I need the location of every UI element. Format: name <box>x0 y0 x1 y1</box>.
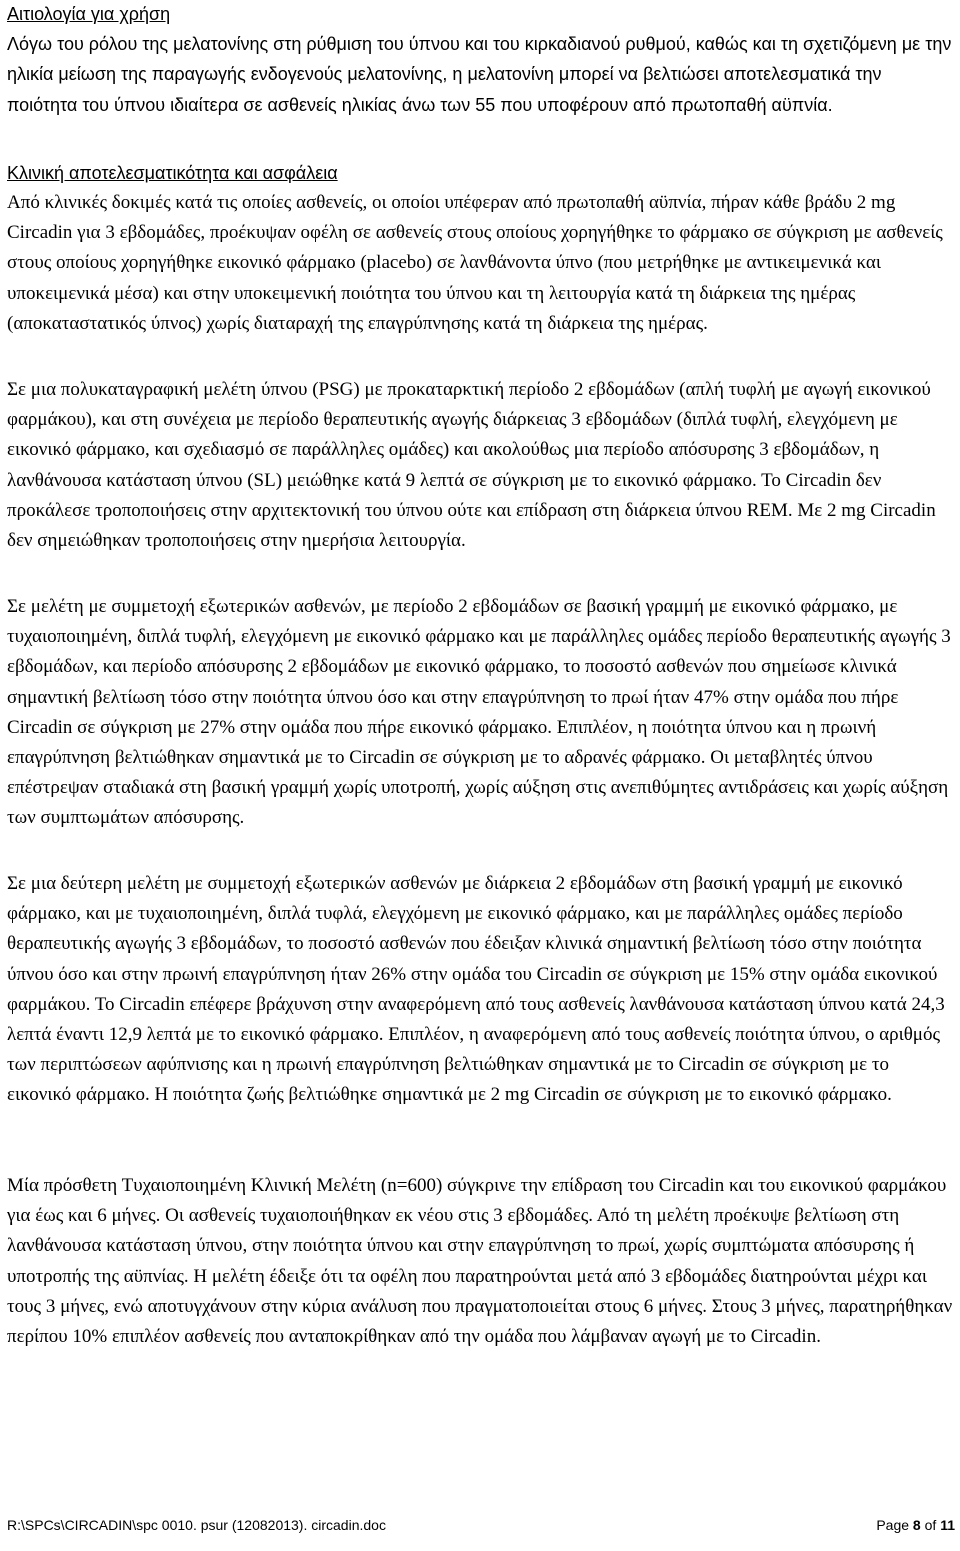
indication-text: Λόγω του ρόλου της μελατονίνης στη ρύθμιση του ύπνου και του κιρκαδιανού ρυθμού, καθώς και τη σχετιζόμενη με την ηλικία μείωση της παραγωγής ενδογενούς μελατονίνης, η μελατονίνη μπορεί να βελτιώσει αποτελεσματικά την ποιότητα του ύπνου ιδιαίτερα σε ασθενείς ηλικίας άνω των 55 που υποφέρουν από πρωτοπαθή αϋπνία. <box>7 34 952 115</box>
efficacy-heading: Κλινική αποτελεσματικότητα και ασφάλεια <box>7 163 338 183</box>
paragraph: Σε μια δεύτερη μελέτη με συμμετοχή εξωτερικών ασθενών με διάρκεια 2 εβδομάδων στη βασική γραμμή με εικονικό φάρμακο, και με τυχαιοποιημένη, διπλά τυφλά, ελεγχόμενη με εικονικό φάρμακο, και με παράλληλες ομάδες περίοδο θεραπευτικής αγωγής 3 εβδομάδων, το ποσοστό ασθενών που έδειξαν κλινικά σημαντική βελτίωση τόσο στην ποιότητα ύπνου όσο και στην πρωινή επαγρύπνηση ήταν 26% στην ομάδα του Circadin σε σύγκριση με 15% στην ομάδα εικονικού φαρμάκου. Το Circadin επέφερε βράχυνση στην αναφερόμενη από τους ασθενείς λανθάνουσα κατάσταση ύπνου κατά 24,3 λεπτά έναντι 12,9 λεπτά με το εικονικό φάρμακο. Επιπλέον, η αναφερόμενη από τους ασθενείς ποιότητα ύπνου, ο αριθμός των περιπτώσεων αφύπνισης και η πρωινή επαγρύπνηση βελτιώθηκαν σημαντικά με το Circadin σε σύγκριση με το εικονικό φάρμακο. Η ποιότητα ζωής βελτιώθηκε σημαντικά με 2 mg Circadin σε σύγκριση με το εικονικό φάρμακο. <box>7 873 945 1106</box>
page-word: Page <box>876 1517 910 1533</box>
indication-heading: Αιτιολογία για χρήση <box>7 4 171 24</box>
page-current: 8 <box>912 1517 921 1533</box>
second-outpatient-study-paragraph <box>7 869 955 1111</box>
paragraph: Σε μελέτη με συμμετοχή εξωτερικών ασθενών, με περίοδο 2 εβδομάδων σε βασική γραμμή με εικονικό φάρμακο, με τυχαιοποιημένη, διπλά τυφλή, ελεγχόμενη με εικονικό φάρμακο και με παράλληλες ομάδες περίοδο θεραπευτικής αγωγής 3 εβδομάδων, και περίοδο απόσυρσης 2 εβδομάδων με εικονικό φάρμακο, το ποσοστό ασθενών που σημείωσε κλινικά σημαντική βελτίωση τόσο στην ποιότητα ύπνου όσο και στην επαγρύπνηση το πρωί ήταν 47% στην ομάδα που πήρε Circadin σε σύγκριση με 27% στην ομάδα που πήρε εικονικό φάρμακο. Επιπλέον, η ποιότητα ύπνου και η πρωινή επαγρύπνηση βελτιώθηκαν σημαντικά με το Circadin σε σύγκριση με το αδρανές φάρμακο. Οι μεταβλητές ύπνου επέστρεψαν σταδιακά στη βασική γραμμή χωρίς υποτροπή, χωρίς αύξηση στις ανεπιθύμητες αντιδράσεις και χωρίς αύξηση των συμπτωμάτων απόσυρσης. <box>7 596 951 829</box>
psg-study-paragraph <box>7 375 955 556</box>
indication-section <box>7 0 955 120</box>
page-total: 11 <box>940 1517 955 1533</box>
paragraph: Σε μια πολυκαταγραφική μελέτη ύπνου (PSG) με προκαταρκτική περίοδο 2 εβδομάδων (απλή τυφλή με αγωγή εικονικού φαρμάκου), και στη συνέχεια με περίοδο θεραπευτικής αγωγής διάρκειας 3 εβδομάδων (διπλά τυφλή, ελεγχόμενη με εικονικό φάρμακο, και σχεδιασμό σε παράλληλες ομάδες) και ακολούθως μια περίοδο απόσυρσης 3 εβδομάδων, η λανθάνουσα κατάσταση ύπνου (SL) μειώθηκε κατά 9 λεπτά σε σύγκριση με το εικονικό φάρμακο. Το Circadin δεν προκάλεσε τροποποιήσεις στην αρχιτεκτονική του ύπνου ούτε και επίδραση στη διάρκεια ύπνου REM. Με 2 mg Circadin δεν σημειώθηκαν τροποποιήσεις στην ημερήσια λειτουργία. <box>7 379 936 552</box>
document-path: R:\SPCs\CIRCADIN\spc 0010. psur (12082013). circadin.doc <box>7 1517 386 1533</box>
efficacy-section <box>7 158 955 188</box>
page-of-word: of <box>924 1517 937 1533</box>
paragraph: Μία πρόσθετη Τυχαιοποιημένη Κλινική Μελέτη (n=600) σύγκρινε την επίδραση του Circadin και του εικονικού φαρμάκου για έως και 6 μήνες. Οι ασθενείς τυχαιοποιήθηκαν εκ νέου στις 3 εβδομάδες. Από τη μελέτη προέκυψε βελτίωση στη λανθάνουσα κατάσταση ύπνου, στην ποιότητα ύπνου και στην επαγρύπνηση το πρωί, χωρίς συμπτώματα απόσυρσης ή υποτροπής της αϋπνίας. Η μελέτη έδειξε ότι τα οφέλη που παρατηρούνται μετά από 3 εβδομάδες διατηρούνται μέχρι και τους 3 μήνες, ενώ αποτυγχάνουν στην κύρια ανάλυση που πραγματοποιείται στους 6 μήνες. Στους 3 μήνες, παρατηρήθηκαν περίπου 10% επιπλέον ασθενείς που ανταποκρίθηκαν από την ομάδα που λάμβαναν αγωγή με το Circadin. <box>7 1175 953 1348</box>
efficacy-text: Από κλινικές δοκιμές κατά τις οποίες ασθενείς, οι οποίοι υπέφεραν από πρωτοπαθή αϋπνία, πήραν κάθε βράδυ 2 mg Circadin για 3 εβδομάδες, προέκυψαν οφέλη σε ασθενείς στους οποίους χορηγήθηκε το φάρμακο σε σύγκριση με ασθενείς στους οποίους χορηγήθηκε εικονικό φάρμακο (placebo) σε λανθάνοντα ύπνο (που μετρήθηκε με αντικειμενικά και υποκειμενικά μέσα) και στην υποκειμενική ποιότητα του ύπνου και τη λειτουργία κατά τη διάρκεια της ημέρας (αποκαταστατικός ύπνος) χωρίς διαταραχή της επαγρύπνησης κατά τη διάρκεια της ημέρας. <box>7 192 943 334</box>
outpatient-study-paragraph <box>7 592 955 834</box>
page-number <box>876 1516 955 1534</box>
randomized-trial-paragraph <box>7 1171 955 1352</box>
efficacy-body <box>7 188 955 339</box>
